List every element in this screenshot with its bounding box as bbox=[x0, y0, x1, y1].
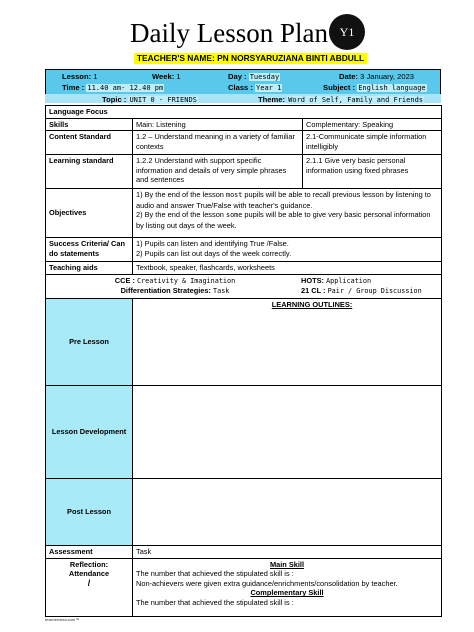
learning-standard-complementary: 2.1.1 Give very basic personal information using fixed phrases bbox=[303, 155, 442, 189]
main-skill-line-2: Non-achievers were given extra guidance/enrichments/consolidation by teacher. bbox=[136, 578, 398, 588]
skills-label: Skills bbox=[46, 118, 133, 131]
teacher-name: TEACHER'S NAME: PN NORSYARUZIANA BINTI ABDULL bbox=[134, 53, 367, 64]
pre-lesson-content bbox=[133, 298, 442, 385]
reflection-content bbox=[133, 558, 442, 616]
hots-field: HOTS: Application bbox=[301, 275, 372, 285]
learning-standard-main: 1.2.2 Understand with support specific information and details of very simple phrases and sentences bbox=[133, 155, 303, 189]
lesson-development-label: Lesson Development bbox=[46, 385, 133, 478]
reflection-label: Reflection: bbox=[69, 559, 109, 569]
attendance-slash: / bbox=[87, 577, 91, 588]
content-standard-label: Content Standard bbox=[46, 131, 133, 155]
class-field: Class : Year 1 bbox=[228, 83, 282, 92]
pre-lesson-label: Pre Lesson bbox=[46, 298, 133, 385]
learning-outlines-title: LEARNING OUTLINES: bbox=[271, 299, 353, 309]
cce-hots-line bbox=[49, 276, 438, 287]
complementary-skill-heading: Complementary Skill bbox=[250, 588, 324, 598]
learning-standard-label: Learning standard bbox=[46, 155, 133, 189]
success-criteria-1: 1) Pupils can listen and identifying True /False. bbox=[136, 239, 289, 249]
subject-field: Subject : English language bbox=[323, 83, 426, 92]
page-title: Daily Lesson Plan bbox=[130, 18, 328, 48]
strategies-row bbox=[46, 274, 442, 298]
skills-main: Main: Listening bbox=[133, 118, 303, 131]
main-skill-line-1: The number that achieved the stipulated skill is : bbox=[136, 569, 294, 579]
objective-2: 2) By the end of the lesson some pupils will be able to give very basic personal information by listing out days of the week. bbox=[136, 210, 431, 230]
objectives-content bbox=[133, 189, 442, 238]
ds-cl-line bbox=[49, 286, 438, 297]
success-criteria-label: Success Criteria/ Can do statements bbox=[46, 238, 133, 262]
topic-field: Topic : UNIT 0 - FRIENDS bbox=[102, 95, 197, 104]
theme-field: Theme: Word of Self, Family and Friends bbox=[258, 95, 423, 104]
complementary-skill-line-1: The number that achieved the stipulated skill is : bbox=[136, 597, 294, 607]
teaching-aids-label: Teaching aids bbox=[46, 262, 133, 275]
cce-field: CCE : Creativity & Imagination bbox=[114, 275, 236, 285]
objectives-label: Objectives bbox=[46, 189, 133, 238]
lesson-development-content bbox=[133, 385, 442, 478]
success-criteria-content bbox=[133, 238, 442, 262]
footer-watermark: teacherfarra.com™ bbox=[45, 617, 80, 622]
reflection-cell bbox=[46, 558, 133, 616]
attendance-label: Attendance bbox=[68, 569, 110, 579]
time-field: Time : 11.40 am- 12.40 pm bbox=[62, 83, 164, 92]
teaching-aids-value: Textbook, speaker, flashcards, worksheets bbox=[133, 262, 442, 275]
date-field: Date: 3 January, 2023 bbox=[339, 72, 415, 81]
day-field: Day : Tuesday bbox=[228, 72, 280, 81]
skills-complementary: Complementary: Speaking bbox=[303, 118, 442, 131]
assessment-value: Task bbox=[133, 545, 442, 558]
post-lesson-label: Post Lesson bbox=[46, 478, 133, 545]
lesson-field: Lesson: 1 bbox=[62, 72, 98, 81]
post-lesson-content bbox=[133, 478, 442, 545]
lesson-plan-table bbox=[45, 105, 442, 617]
content-standard-complementary: 2.1-Communicate simple information intelligibly bbox=[303, 131, 442, 155]
cl-field: 21 CL : Pair / Group Discussion bbox=[301, 286, 422, 296]
main-skill-heading: Main Skill bbox=[269, 559, 305, 569]
assessment-label: Assessment bbox=[46, 545, 133, 558]
objective-1: 1) By the end of the lesson most pupils will be able to recall previous lesson by listening to audio and answer True/False with teacher's guidance. bbox=[136, 190, 431, 210]
language-focus: Language Focus bbox=[46, 106, 442, 119]
differentiation-field: Differentiation Strategies: Task bbox=[120, 286, 230, 296]
year-badge: Y1 bbox=[329, 14, 365, 50]
week-field: Week: 1 bbox=[152, 72, 181, 81]
content-standard-main: 1.2 – Understand meaning in a variety of familiar contexts bbox=[133, 131, 303, 155]
success-criteria-2: 2) Pupils can list out days of the week correctly. bbox=[136, 248, 292, 258]
